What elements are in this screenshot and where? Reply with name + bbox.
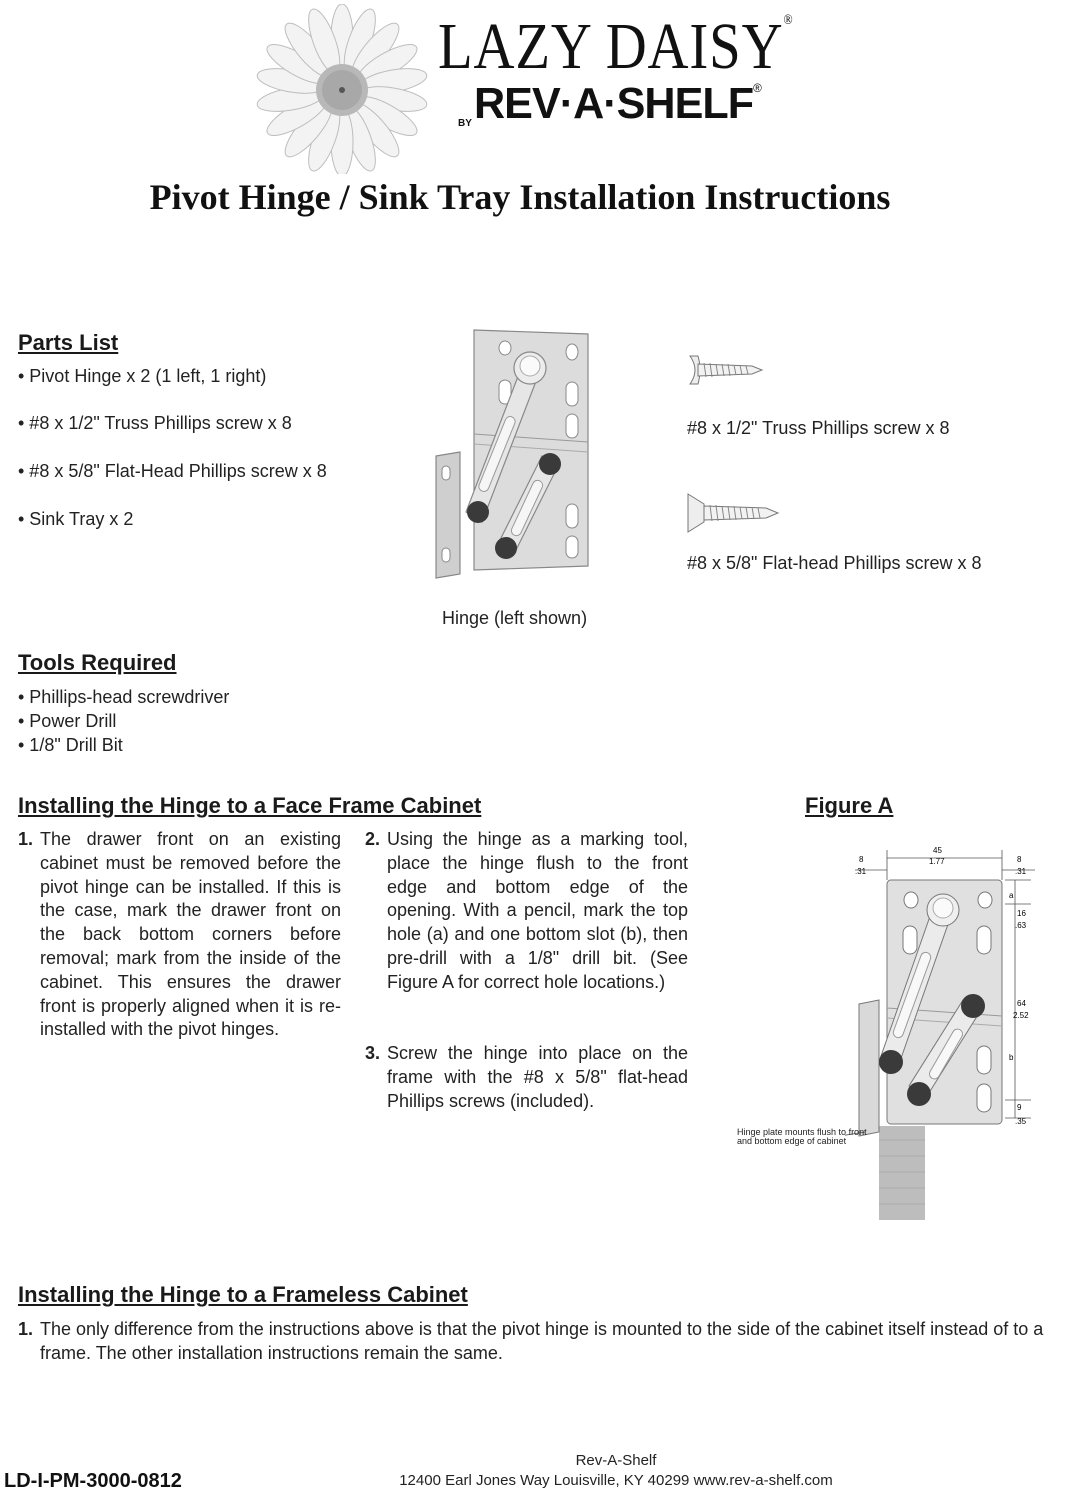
truss-screw-icon [686, 350, 766, 390]
page-title: Pivot Hinge / Sink Tray Installation Instructions [149, 177, 891, 217]
daisy-logo-icon [244, 4, 440, 174]
step-number: 3. [365, 1043, 381, 1063]
tools-heading: Tools Required [18, 650, 177, 675]
dim-d1-in: .63 [1015, 921, 1027, 930]
parts-list-item: • Sink Tray x 2 [18, 509, 134, 529]
figure-a-diagram [845, 840, 1045, 1220]
face-frame-step-2 [365, 828, 688, 995]
face-frame-heading: Installing the Hinge to a Face Frame Cabinet [18, 793, 482, 818]
parts-list-heading: Parts List [18, 330, 119, 355]
parts-list-item: • #8 x 5/8" Flat-Head Phillips screw x 8 [18, 461, 327, 481]
step-number: 1. [18, 829, 34, 849]
brand-maker: REV·A·SHELF® [474, 79, 761, 128]
step-number: 2. [365, 829, 381, 849]
step-text: The only difference from the instructions above is that the pivot hinge is mounted to the side of the cabinet itself instead of to a frame. The other installation instructions remain the same. [40, 1319, 1044, 1363]
dim-top-mm: 45 [933, 846, 942, 855]
dim-top-in: 1.77 [929, 857, 945, 866]
parts-list-item: • Pivot Hinge x 2 (1 left, 1 right) [18, 366, 267, 386]
frameless-step-1 [18, 1318, 1086, 1366]
dim-left-in: .31 [855, 867, 867, 876]
flat-head-screw-icon [686, 490, 782, 536]
dim-d1-mm: 16 [1017, 909, 1026, 918]
face-frame-step-3 [365, 1042, 688, 1113]
dim-d3-mm: 9 [1017, 1103, 1022, 1112]
hinge-caption: Hinge (left shown) [442, 608, 588, 628]
dim-d2-mm: 64 [1017, 999, 1026, 1008]
footer-address: 12400 Earl Jones Way Louisville, KY 40299 www.rev-a-shelf.com [399, 1472, 833, 1489]
step-text: Screw the hinge into place on the frame with the #8 x 5/8" flat-head Phillips screws (included). [387, 1043, 688, 1111]
step-text: Using the hinge as a marking tool, place the hinge flush to the front edge and bottom edge of the opening. With a pencil, mark the top hole (a) and one bottom slot (b), then pre-drill with a 1/8" drill bit. (See Figure A for correct hole locations.) [387, 829, 688, 992]
tools-item: • Power Drill [18, 711, 117, 731]
dim-d3-in: .35 [1015, 1117, 1027, 1126]
dim-right-in: .31 [1015, 867, 1027, 876]
tools-item: • Phillips-head screwdriver [18, 687, 230, 707]
dim-b-label: b [1009, 1053, 1014, 1062]
dim-right-mm: 8 [1017, 855, 1022, 864]
document-code: LD-I-PM-3000-0812 [4, 1470, 182, 1492]
step-text: The drawer front on an existing cabinet must be removed before the pivot hinge can be installed. If this is the case, mark the drawer front on the back bottom corners before removal; mark from the inside of the cabinet. This ensures the drawer front is properly aligned when it is re-installed with the pivot hinges. [40, 829, 341, 1040]
parts-list-item: • #8 x 1/2" Truss Phillips screw x 8 [18, 413, 292, 433]
step-number: 1. [18, 1319, 34, 1339]
flat-head-screw-caption: #8 x 5/8" Flat-head Phillips screw x 8 [687, 553, 982, 573]
truss-screw-caption: #8 x 1/2" Truss Phillips screw x 8 [687, 418, 950, 438]
brand-name: LAZY DAISY® [438, 10, 794, 83]
figure-a-heading: Figure A [805, 793, 894, 818]
dim-a-label: a [1009, 891, 1014, 900]
face-frame-step-1 [18, 828, 341, 1042]
dim-d2-in: 2.52 [1013, 1011, 1029, 1020]
figure-a-note: Hinge plate mounts flush to front and bottom edge of cabinet [737, 1127, 867, 1146]
footer-company: Rev-A-Shelf [575, 1452, 657, 1469]
dim-left-mm: 8 [859, 855, 864, 864]
brand-by-label: BY [458, 118, 472, 129]
tools-item: • 1/8" Drill Bit [18, 735, 123, 755]
hinge-illustration [430, 326, 610, 582]
frameless-heading: Installing the Hinge to a Frameless Cabinet [18, 1282, 468, 1307]
